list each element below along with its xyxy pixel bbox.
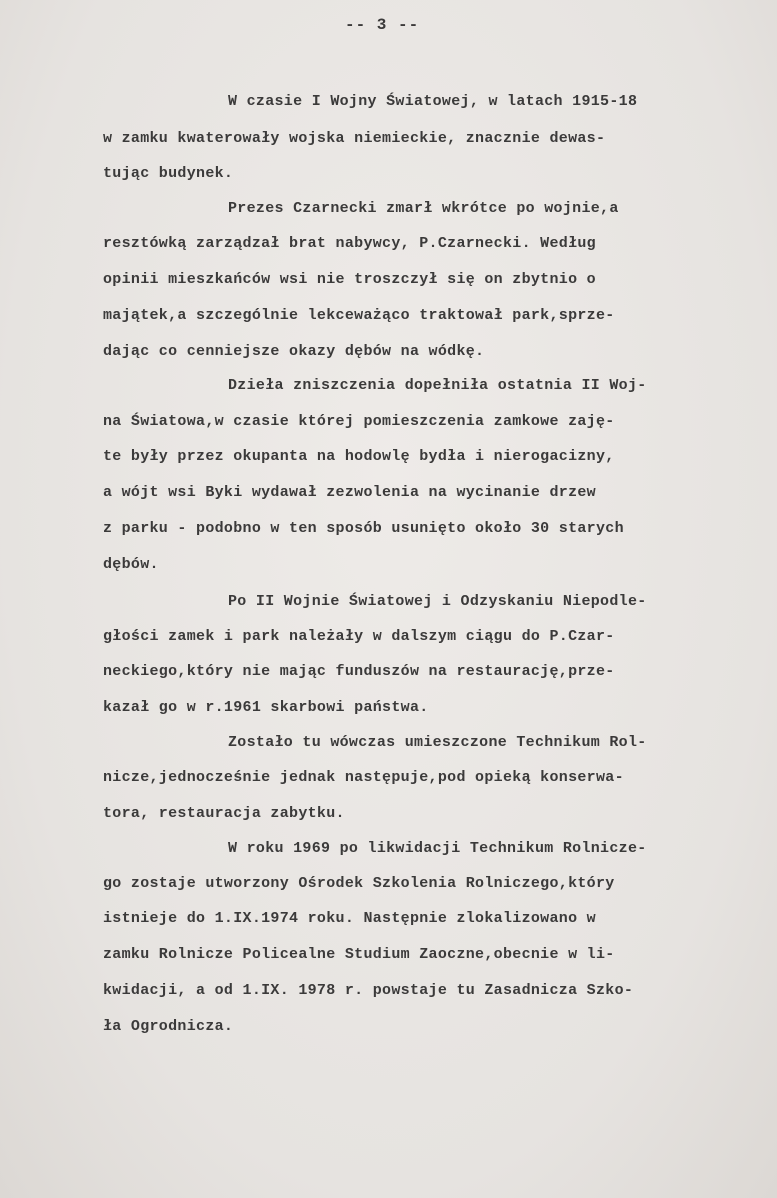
text-line: resztówką zarządzał brat nabywcy, P.Czarnecki. Według	[103, 235, 596, 252]
text-line: tując budynek.	[103, 165, 234, 182]
text-line: kwidacji, a od 1.IX. 1978 r. powstaje tu Zasadnicza Szko-	[103, 982, 634, 999]
text-line: na Światowa,w czasie której pomieszczenia zamkowe zaję-	[103, 413, 615, 430]
text-line: ła Ogrodnicza.	[103, 1018, 234, 1035]
text-line: zamku Rolnicze Policealne Studium Zaoczne,obecnie w li-	[103, 946, 615, 963]
text-line: W roku 1969 po likwidacji Technikum Rolnicze-	[228, 840, 647, 857]
text-line: Prezes Czarnecki zmarł wkrótce po wojnie,a	[228, 200, 619, 217]
text-line: głości zamek i park należały w dalszym ciągu do P.Czar-	[103, 628, 615, 645]
text-line: dając co cenniejsze okazy dębów na wódkę.	[103, 343, 485, 360]
page-number: -- 3 --	[345, 16, 420, 34]
text-line: nicze,jednocześnie jednak następuje,pod opieką konserwa-	[103, 769, 624, 786]
text-line: Zostało tu wówczas umieszczone Technikum Rol-	[228, 734, 647, 751]
text-line: kazał go w r.1961 skarbowi państwa.	[103, 699, 429, 716]
text-line: Po II Wojnie Światowej i Odzyskaniu Niepodle-	[228, 593, 647, 610]
text-line: neckiego,który nie mając funduszów na restaurację,prze-	[103, 663, 615, 680]
text-line: z parku - podobno w ten sposób usunięto około 30 starych	[103, 520, 624, 537]
text-line: opinii mieszkańców wsi nie troszczył się on zbytnio o	[103, 271, 596, 288]
text-line: a wójt wsi Byki wydawał zezwolenia na wycinanie drzew	[103, 484, 596, 501]
text-line: te były przez okupanta na hodowlę bydła i nierogacizny,	[103, 448, 615, 465]
text-line: majątek,a szczególnie lekceważąco traktował park,sprze-	[103, 307, 615, 324]
text-line: w zamku kwaterowały wojska niemieckie, znacznie dewas-	[103, 130, 606, 147]
text-line: tora, restauracja zabytku.	[103, 805, 345, 822]
text-line: istnieje do 1.IX.1974 roku. Następnie zlokalizowano w	[103, 910, 596, 927]
text-line: W czasie I Wojny Światowej, w latach 1915-18	[228, 93, 638, 110]
text-line: Dzieła zniszczenia dopełniła ostatnia II Woj-	[228, 377, 647, 394]
text-line: go zostaje utworzony Ośrodek Szkolenia Rolniczego,który	[103, 875, 615, 892]
text-line: dębów.	[103, 556, 159, 573]
